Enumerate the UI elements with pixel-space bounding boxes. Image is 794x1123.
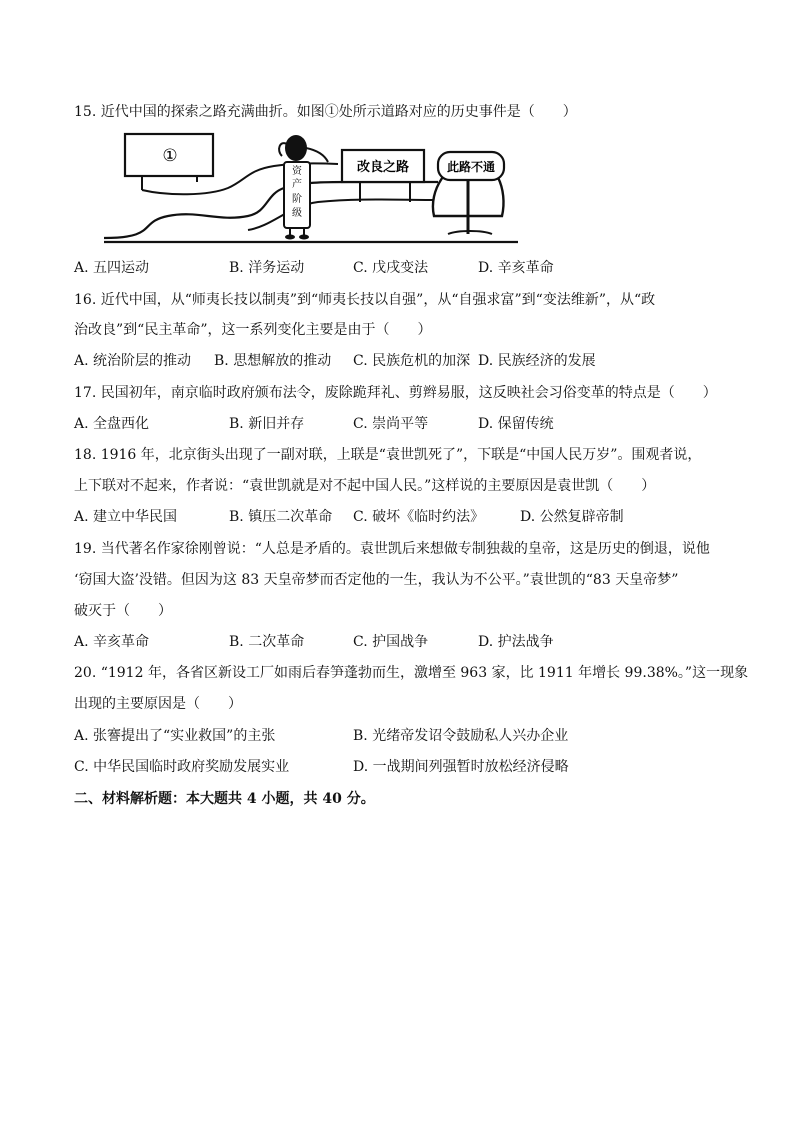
figure-label-char-4: 级 — [292, 208, 302, 219]
q15-option-b[interactable]: B. 洋务运动 — [229, 260, 305, 276]
figure-label-char-3: 阶 — [292, 194, 302, 205]
q17-option-d[interactable]: D. 保留传统 — [478, 416, 554, 432]
q18-option-d[interactable]: D. 公然复辟帝制 — [520, 509, 624, 525]
question-16-stem-1: 16. 近代中国，从“师夷长技以制夷”到“师夷长技以自强”，从“自强求富”到“变法维新”，从“政 — [74, 292, 656, 308]
q16-option-a[interactable]: A. 统治阶层的推动 — [74, 353, 192, 369]
q20-option-c[interactable]: C. 中华民国临时政府奖励发展实业 — [74, 759, 290, 775]
road-edge-right — [248, 200, 434, 231]
sign-1-label: ① — [162, 146, 178, 166]
sign-dead-end-label: 此路不通 — [446, 160, 496, 174]
q19-option-c[interactable]: C. 护国战争 — [353, 634, 429, 650]
road-illustration — [98, 130, 522, 252]
q17-option-c[interactable]: C. 崇尚平等 — [353, 416, 429, 432]
figure-label-char-2: 产 — [292, 179, 302, 190]
q18-option-c[interactable]: C. 破坏《临时约法》 — [353, 509, 485, 525]
question-20-stem-2: 出现的主要原因是（ ） — [74, 696, 242, 712]
question-15-stem: 15. 近代中国的探索之路充满曲折。如图①处所示道路对应的历史事件是（ ） — [74, 104, 577, 120]
q19-option-a[interactable]: A. 辛亥革命 — [74, 634, 150, 650]
q16-option-c[interactable]: C. 民族危机的加深 — [353, 353, 471, 369]
question-17-stem: 17. 民国初年，南京临时政府颁布法令，废除跪拜礼、剪辫易服，这反映社会习俗变革的特点是（ ） — [74, 385, 717, 401]
q15-option-c[interactable]: C. 戊戌变法 — [353, 260, 429, 276]
q16-option-d[interactable]: D. 民族经济的发展 — [478, 353, 596, 369]
q19-option-d[interactable]: D. 护法战争 — [478, 634, 554, 650]
q18-option-b[interactable]: B. 镇压二次革命 — [229, 509, 333, 525]
question-19-stem-1: 19. 当代著名作家徐刚曾说：“人总是矛盾的。袁世凯后来想做专制独裁的皇帝，这是历史的倒退，说他 — [74, 541, 710, 557]
question-18-stem-2: 上下联对不起来，作者说：“袁世凯就是对不起中国人民。”这样说的主要原因是袁世凯（ ） — [74, 478, 656, 494]
roadblock-base — [448, 231, 492, 234]
question-19-stem-2: ‘窃国大盗’没错。但因为这 83 天皇帝梦而否定他的一生，我认为不公平。”袁世凯的“83 天皇帝梦” — [74, 572, 679, 588]
question-19-stem-3: 破灭于（ ） — [74, 603, 172, 619]
q15-option-a[interactable]: A. 五四运动 — [74, 260, 150, 276]
q20-option-b[interactable]: B. 光绪帝发诏令鼓励私人兴办企业 — [353, 728, 569, 744]
question-16-stem-2: 治改良”到“民主革命”，这一系列变化主要是由于（ ） — [74, 322, 432, 338]
q19-option-b[interactable]: B. 二次革命 — [229, 634, 305, 650]
q18-option-a[interactable]: A. 建立中华民国 — [74, 509, 178, 525]
q17-option-a[interactable]: A. 全盘西化 — [74, 416, 150, 432]
person-figure — [279, 135, 328, 240]
question-18-stem-1: 18. 1916 年，北京街头出现了一副对联，上联是“袁世凯死了”，下联是“中国人民万岁”。围观者说， — [74, 447, 702, 463]
q17-option-b[interactable]: B. 新旧并存 — [229, 416, 305, 432]
q15-option-d[interactable]: D. 辛亥革命 — [478, 260, 554, 276]
sign-reform-label: 改良之路 — [356, 160, 410, 175]
figure-label-char-1: 资 — [292, 166, 302, 177]
q20-option-a[interactable]: A. 张謇提出了“实业救国”的主张 — [74, 728, 276, 744]
road-edge-left — [104, 182, 438, 238]
question-20-stem-1: 20. “1912 年，各省区新设工厂如雨后春笋蓬勃而生，激增至 963 家，比 1911 年增长 99.38%。”这一现象 — [74, 665, 749, 681]
section-2-title: 二、材料解析题：本大题共 4 小题，共 40 分。 — [74, 791, 375, 807]
q16-option-b[interactable]: B. 思想解放的推动 — [214, 353, 332, 369]
q20-option-d[interactable]: D. 一战期间列强暂时放松经济侵略 — [353, 759, 569, 775]
